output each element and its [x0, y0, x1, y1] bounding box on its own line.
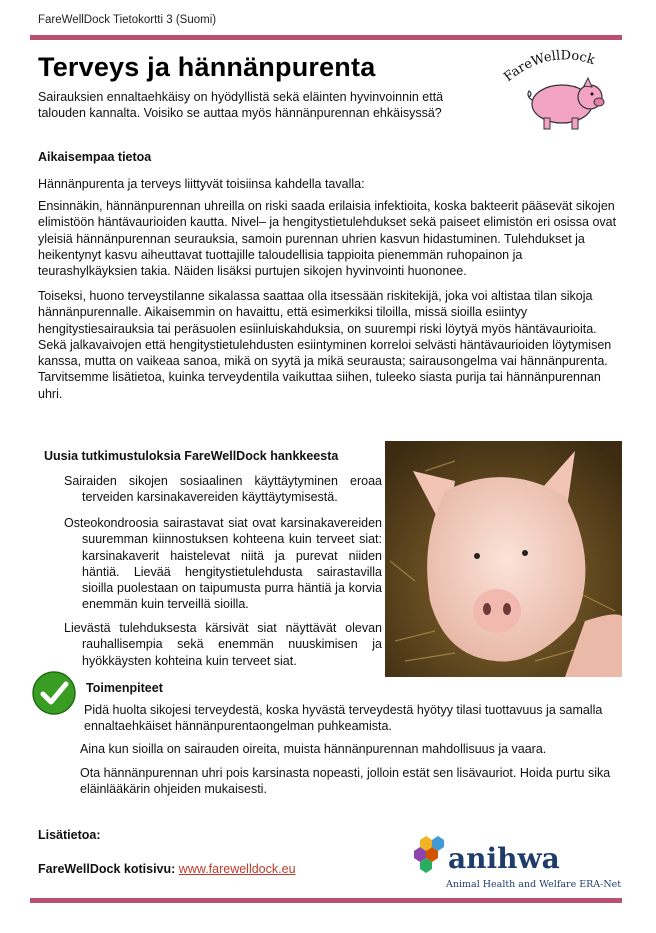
checkmark-icon — [32, 671, 76, 715]
more-info-label: Lisätietoa: — [38, 828, 101, 842]
research-item: Lievästä tulehduksesta kärsivät siat näyttävät olevan rauhallisempia sekä enemmän nuuskimisen ja hyökkäysten kohteina kuin terveet siat. — [64, 621, 382, 668]
background-heading: Aikaisempaa tietoa — [38, 150, 152, 164]
homepage-link[interactable]: www.farewelldock.eu — [178, 862, 296, 876]
pig-photo — [385, 441, 622, 677]
page-title: Terveys ja hännänpurenta — [38, 52, 376, 82]
anihwa-name: anihwa — [448, 842, 560, 875]
research-list — [64, 515, 382, 613]
research-item: Sairaiden sikojen sosiaalinen käyttäytyminen eroaa terveiden karsinakavereiden käyttäytymisestä. — [64, 474, 382, 505]
anihwa-logo-icon — [410, 832, 622, 894]
background-paragraph: Ensinnäkin, hännänpurennan uhreilla on riski saada erilaisia infektioita, koska bakteerit pääsevät sikojen elimistöön häntävaurioiden kautta. Nivel– ja hengitystietulehdukset sekä paiseet elimistön eri osissa ovat yleisiä hännänpurennan seurauksia, samoin purennan uhrien kasvun hidastuminen. Tulehdukset ja heikentynyt kasvu aiheuttavat tuottajille taloudellisia tappioita pienemmän ruhopainon ja teurashylkäyksien takia. Näiden lisäksi purtujen sikojen hyvinvointi huononee. — [38, 199, 617, 279]
research-item: Osteokondroosia sairastavat siat ovat karsinakavereiden suuremman kiinnostuksen kohteena kuin terveet siat: karsinakaverit haistelevat niitä ja purevat niiden häntiä. Lievää hengitystietulehdusta sairastavilla sioilla puolestaan on taipumusta purra häntiä ja korvia enemmän kuin terveillä sioilla. — [64, 516, 382, 612]
pig-logo-icon — [500, 42, 622, 134]
action-item: Ota hännänpurennan uhri pois karsinasta nopeasti, jolloin estät sen lisävauriot. Hoida purtu sika eläinlääkärin ohjeiden mukaisesti. — [80, 766, 611, 797]
research-list — [64, 473, 382, 506]
document-header: FareWellDock Tietokortti 3 (Suomi) — [38, 14, 217, 26]
actions-heading: Toimenpiteet — [86, 681, 163, 695]
background-paragraph: Toiseksi, huono terveystilanne sikalassa saattaa olla itsessään riskitekijä, joka voi altistaa tilan sikoja hännänpurennalle. Aikaisemmin on havaittu, että esimerkiksi tiloilla, missä sioilla esiintyy hengitystiesairauksia tai peräsuolen esiinluiskahduksia, on suurempi riski löytyä myös häntävaurioita. Sekä jalkavaivojen että hengitystietulehdusten esiintyminen korreloi selvästi häntävaurioiden löytymisen kanssa, mutta on vaikeaa sanoa, mikä on syytä ja mikä seurausta; sairausongelma vai hännänpurenta. Tarvitsemme lisätietoa, kuinka terveydentila vaikuttaa siihen, tuleeko siasta purija tai hännänpurennan uhri. — [38, 289, 612, 401]
background-paragraph: Hännänpurenta ja terveys liittyvät toisiinsa kahdella tavalla: — [38, 177, 365, 191]
homepage-line — [38, 861, 296, 877]
research-list — [64, 620, 382, 669]
logo-text: FareWellDock — [501, 48, 597, 86]
bottom-divider — [30, 898, 622, 903]
top-divider — [30, 35, 622, 40]
research-heading: Uusia tutkimustuloksia FareWellDock hankkeesta — [44, 449, 339, 463]
anihwa-subtitle: Animal Health and Welfare ERA-Net — [446, 879, 622, 890]
svg-text:FareWellDock — [501, 48, 596, 85]
action-item: Pidä huolta sikojesi terveydestä, koska hyvästä terveydestä hyötyy tilasi tuottavuus ja samalla ennaltaehkäiset hännänpurentaongelman puhkeamista. — [84, 703, 603, 734]
action-item: Aina kun sioilla on sairauden oireita, muista hännänpurennan mahdollisuus ja vaara. — [80, 742, 547, 756]
page-subtitle: Sairauksien ennaltaehkäisy on hyödyllistä sekä eläinten hyvinvoinnin että talouden kannalta. Voisiko se auttaa myös hännänpurennan ehkäisyssä? — [38, 90, 444, 120]
homepage-label: FareWellDock kotisivu: — [38, 862, 176, 876]
